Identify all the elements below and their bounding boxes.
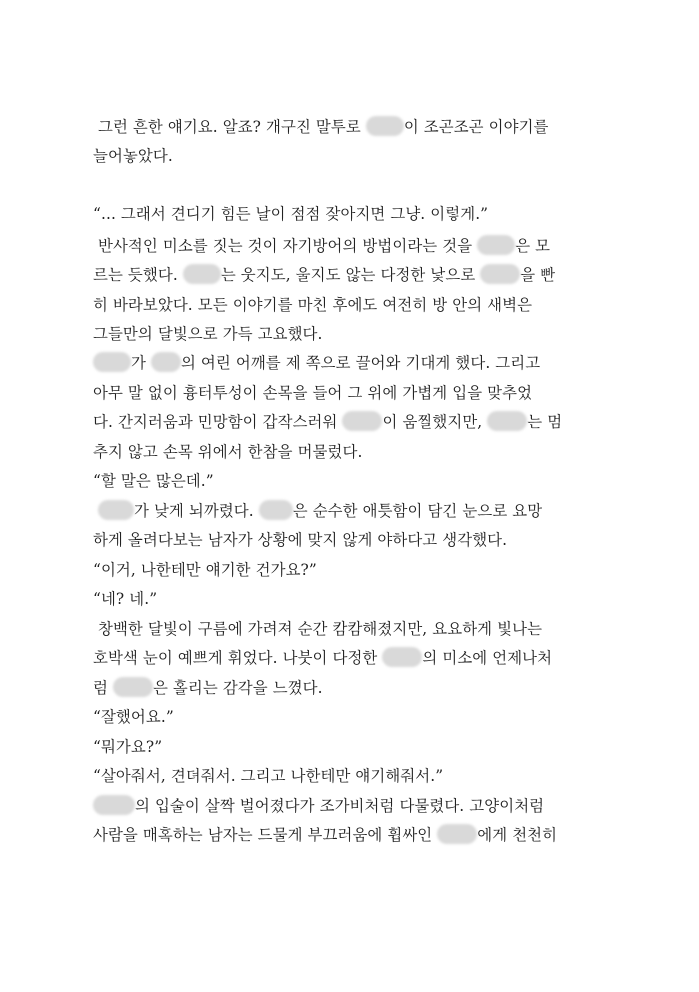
- text-segment: 반사적인 미소를 짓는 것이 자기방어의 방법이라는 것을: [93, 237, 478, 255]
- text-line: [93, 677, 613, 699]
- text-segment: 이 움찔했지만,: [382, 413, 488, 431]
- text-line: [93, 795, 613, 817]
- redacted-name: [183, 264, 221, 284]
- text-line: [93, 529, 613, 551]
- redacted-name: [366, 116, 404, 136]
- text-segment: 는 웃지도, 울지도 않는 다정한 낯으로: [220, 266, 481, 284]
- text-line: [93, 736, 613, 758]
- text-segment: “네? 네.”: [93, 590, 158, 608]
- text-segment: 창백한 달빛이 구름에 가려져 순간 캄캄해졌지만, 요요하게 빛나는: [93, 620, 543, 638]
- redacted-name: [93, 795, 135, 815]
- text-segment: “할 말은 많은데.”: [93, 472, 214, 490]
- text-line: [93, 441, 613, 463]
- text-segment: 이 조곤조곤 이야기를: [403, 118, 549, 136]
- redacted-name: [98, 500, 134, 520]
- text-line: [93, 618, 613, 640]
- text-segment: “이거, 나한테만 얘기한 건가요?”: [93, 561, 317, 579]
- text-segment: 는 멈: [527, 413, 563, 431]
- text-line: [93, 470, 613, 492]
- text-segment: 르는 듯했다.: [93, 266, 183, 284]
- redacted-name: [93, 352, 131, 372]
- text-line: [93, 294, 613, 316]
- text-segment: 늘어놓았다.: [93, 147, 173, 165]
- text-line: [93, 824, 613, 846]
- text-line: [93, 500, 613, 522]
- text-segment: 의 입술이 살짝 벌어졌다가 조가비처럼 다물렸다. 고양이처럼: [135, 797, 545, 815]
- text-line: [93, 382, 613, 404]
- text-segment: “살아줘서, 견뎌줘서. 그리고 나한테만 얘기해줘서.”: [93, 767, 444, 785]
- text-segment: 은 모: [515, 237, 551, 255]
- text-line: [93, 323, 613, 345]
- redacted-name: [259, 500, 293, 520]
- text-segment: 의 미소에 언제나처: [422, 649, 553, 667]
- text-segment: 하게 올려다보는 남자가 상황에 맞지 않게 야하다고 생각했다.: [93, 531, 508, 549]
- text-segment: 에게 천천히: [477, 826, 558, 844]
- text-segment: “... 그래서 견디기 힘든 날이 점점 잦아지면 그냥. 이렇게.”: [93, 205, 489, 223]
- text-segment: 호박색 눈이 예쁘게 휘었다. 나붓이 다정한: [93, 649, 383, 667]
- text-segment: 가 낮게 뇌까렸다.: [134, 502, 259, 520]
- text-line: [93, 765, 613, 787]
- redacted-name: [480, 264, 520, 284]
- text-segment: 은 홀리는 감각을 느꼈다.: [152, 679, 323, 697]
- text-segment: “뭐가요?”: [93, 738, 163, 756]
- text-line: [93, 145, 613, 167]
- text-segment: 히 바라보았다. 모든 이야기를 마친 후에도 여전히 방 안의 새벽은: [93, 296, 533, 314]
- text-line: [93, 352, 613, 374]
- text-segment: 가: [131, 354, 151, 372]
- text-segment: 을 빤: [520, 266, 556, 284]
- text-segment: “잘했어요.”: [93, 708, 174, 726]
- redacted-name: [437, 824, 477, 844]
- text-line: [93, 116, 613, 138]
- redacted-name: [113, 677, 153, 697]
- text-segment: 그들만의 달빛으로 가득 고요했다.: [93, 325, 323, 343]
- text-line: [93, 203, 613, 225]
- text-segment: 은 순수한 애틋함이 담긴 눈으로 요망: [292, 502, 543, 520]
- text-segment: 의 여린 어깨를 제 쪽으로 끌어와 기대게 했다. 그리고: [180, 354, 541, 372]
- redacted-name: [151, 352, 181, 372]
- text-segment: 다. 간지러움과 민망함이 갑작스러워: [93, 413, 343, 431]
- text-segment: 사람을 매혹하는 남자는 드물게 부끄러움에 휩싸인: [93, 826, 438, 844]
- text-line: [93, 588, 613, 610]
- text-segment: 럼: [93, 679, 113, 697]
- text-line: [93, 235, 613, 257]
- redacted-name: [487, 411, 527, 431]
- text-line: [93, 559, 613, 581]
- redacted-name: [342, 411, 382, 431]
- text-line: [93, 647, 613, 669]
- redacted-name: [477, 235, 515, 255]
- text-segment: 추지 않고 손목 위에서 한참을 머물렀다.: [93, 443, 363, 461]
- text-segment: 그런 흔한 얘기요. 알죠? 개구진 말투로: [93, 118, 366, 136]
- text-line: [93, 411, 613, 433]
- text-line: [93, 706, 613, 728]
- text-line: [93, 264, 613, 286]
- text-segment: 아무 말 없이 흉터투성이 손목을 들어 그 위에 가볍게 입을 맞추었: [93, 384, 533, 402]
- redacted-name: [382, 647, 422, 667]
